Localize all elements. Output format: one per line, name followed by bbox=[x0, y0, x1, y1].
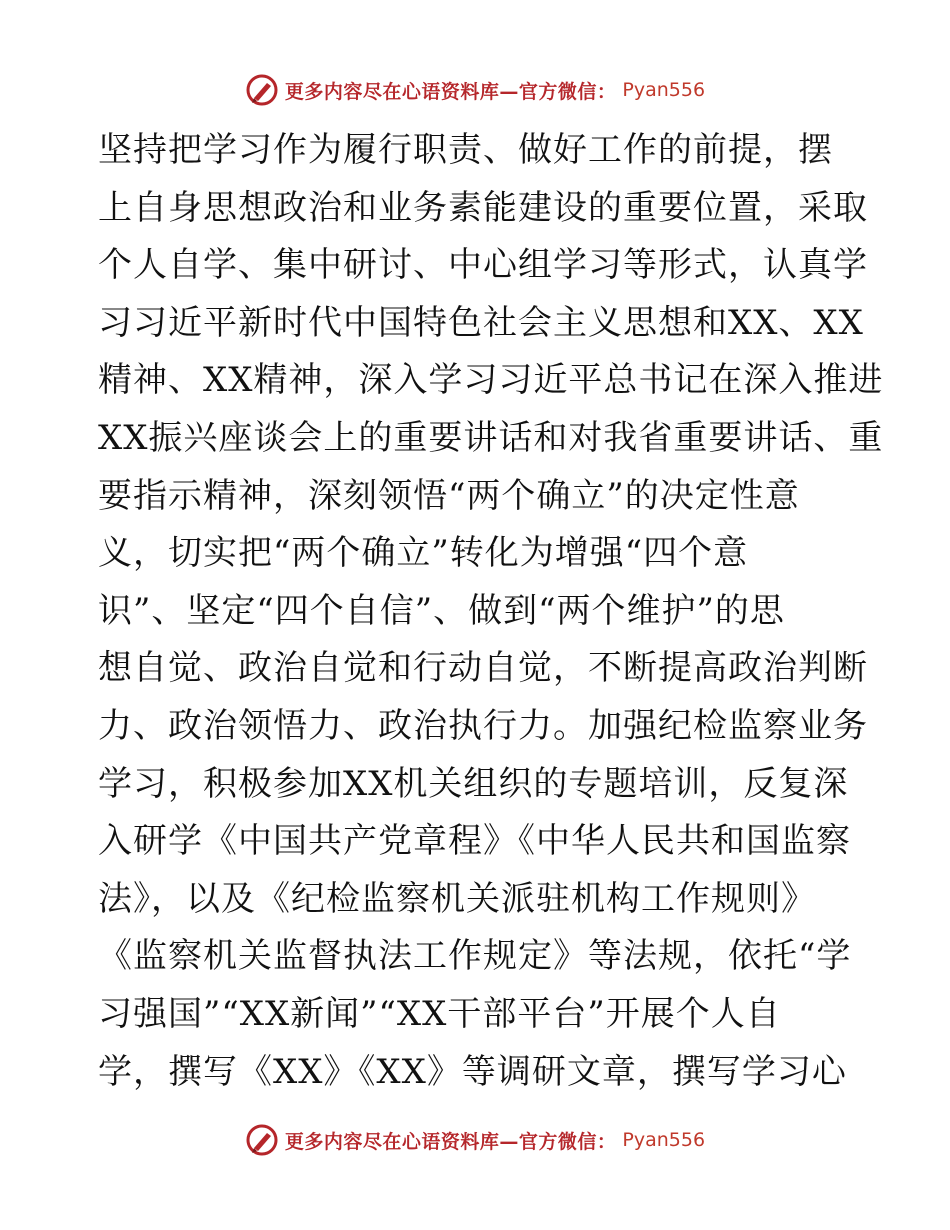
footer-watermark-inner bbox=[245, 1123, 705, 1157]
header-wechat-id: Pyan556 bbox=[622, 79, 706, 101]
text-line: 《监察机关监督执法工作规定》等法规，依托“学 bbox=[98, 936, 852, 977]
document-body bbox=[98, 122, 884, 1101]
text-line: 入研学《中国共产党章程》《中华人民共和国监察 bbox=[98, 821, 851, 862]
footer-wechat-id: Pyan556 bbox=[622, 1129, 706, 1151]
text-line: 习强国”“XX新闻”“XX干部平台”开展个人自 bbox=[98, 993, 781, 1034]
text-line: 义，切实把“两个确立”转化为增强“四个意 bbox=[98, 533, 749, 574]
footer-watermark-text: 更多内容尽在心语资料库—官方微信： bbox=[284, 1130, 617, 1153]
text-line: 识”、坚定“四个自信”、做到“两个维护”的思 bbox=[98, 590, 785, 631]
text-line: 力、政治领悟力、政治执行力。加强纪检监察业务 bbox=[98, 705, 868, 746]
text-line: 习习近平新时代中国特色社会主义思想和XX、XX bbox=[98, 302, 864, 343]
header-watermark-inner bbox=[245, 73, 705, 107]
text-line: 想自觉、政治自觉和行动自觉，不断提高政治判断 bbox=[98, 648, 868, 689]
header-watermark bbox=[0, 70, 950, 110]
text-line: 要指示精神，深刻领悟“两个确立”的决定性意 bbox=[98, 475, 800, 516]
text-line: 学，撰写《XX》《XX》等调研文章，撰写学习心 bbox=[98, 1051, 847, 1092]
pen-logo-icon bbox=[245, 73, 279, 107]
header-watermark-text: 更多内容尽在心语资料库—官方微信： bbox=[284, 80, 617, 103]
text-line: 坚持把学习作为履行职责、做好工作的前提，摆 bbox=[98, 130, 833, 170]
text-line: XX振兴座谈会上的重要讲话和对我省重要讲话、重 bbox=[98, 417, 884, 458]
text-line: 个人自学、集中研讨、中心组学习等形式，认真学 bbox=[98, 245, 868, 286]
text-line: 精神、XX精神，深入学习习近平总书记在深入推进 bbox=[98, 360, 884, 401]
text-line: 上自身思想政治和业务素能建设的重要位置，采取 bbox=[98, 187, 868, 228]
footer-watermark bbox=[0, 1120, 950, 1160]
text-line: 学习，积极参加XX机关组织的专题培训，反复深 bbox=[98, 763, 849, 804]
pen-logo-icon bbox=[245, 1123, 279, 1157]
text-line: 法》，以及《纪检监察机关派驻机构工作规则》 bbox=[98, 878, 816, 919]
